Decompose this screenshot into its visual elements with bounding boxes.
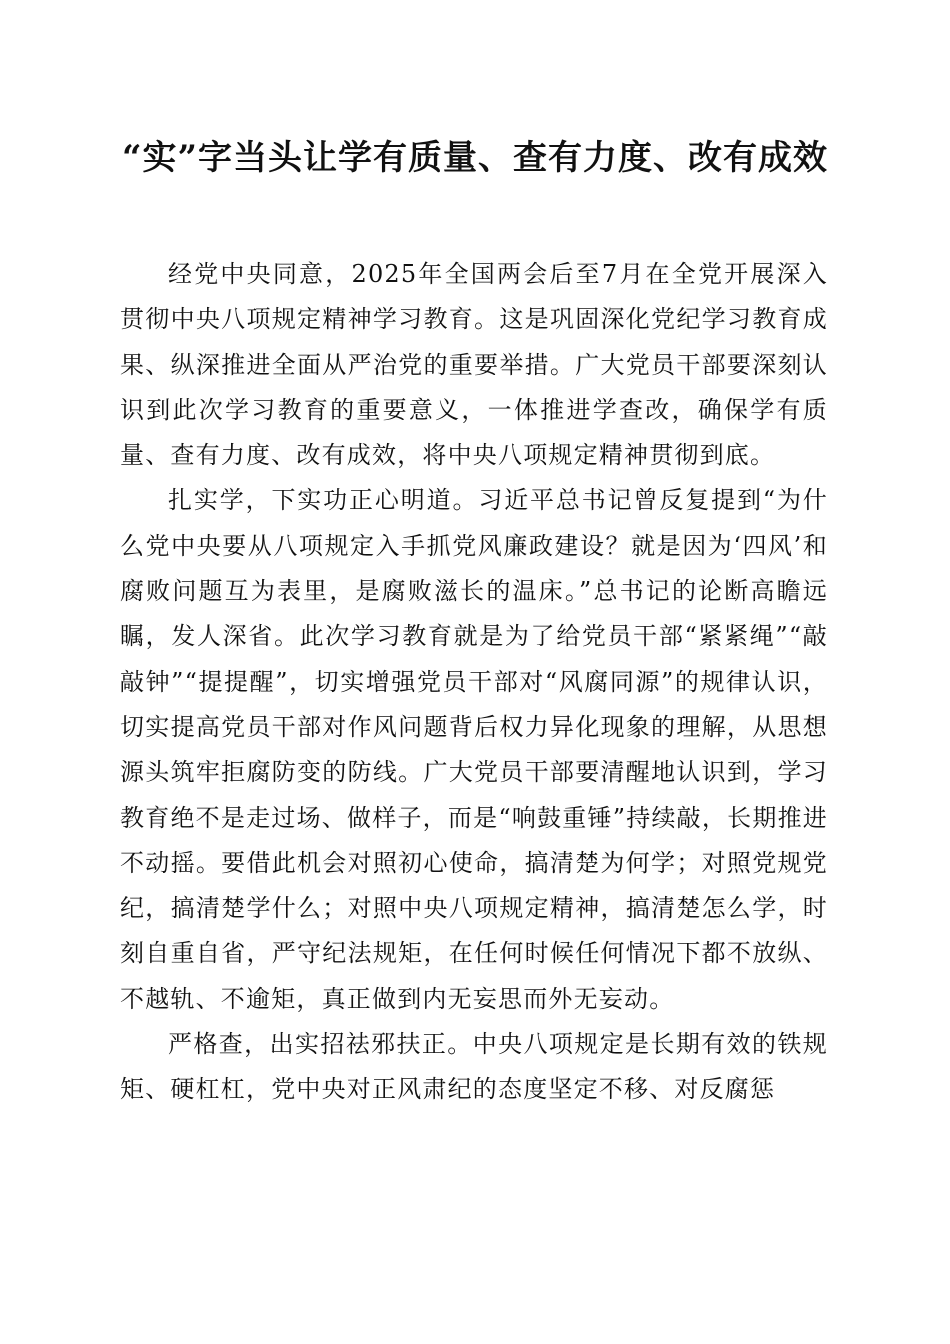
- document-title: “实”字当头让学有质量、查有力度、改有成效: [121, 138, 829, 178]
- paragraph-study: 扎实学，下实功正心明道。习近平总书记曾反复提到“为什么党中央要从八项规定入手抓党风廉政建设？就是因为‘四风’和腐败问题互为表里，是腐败滋长的温床。”总书记的论断高瞻远瞩，发人深省。此次学习教育就是为了给党员干部“紧紧绳”“敲敲钟”“提提醒”，切实增强党员干部对“风腐同源”的规律认识，切实提高党员干部对作风问题背后权力异化现象的理解，从思想源头筑牢拒腐防变的防线。广大党员干部要清醒地认识到，学习教育绝不是走过场、做样子，而是“响鼓重锤”持续敲，长期推进不动摇。要借此机会对照初心使命，搞清楚为何学；对照党规党纪，搞清楚学什么；对照中央八项规定精神，搞清楚怎么学，时刻自重自省，严守纪法规矩，在任何时候任何情况下都不放纵、不越轨、不逾矩，真正做到内无妄思而外无妄动。: [120, 486, 828, 1013]
- paragraph-intro: 经党中央同意，2025年全国两会后至7月在全党开展深入贯彻中央八项规定精神学习教育。这是巩固深化党纪学习教育成果、纵深推进全面从严治党的重要举措。广大党员干部要深刻认识到此次学习教育的重要意义，一体推进学查改，确保学有质量、查有力度、改有成效，将中央八项规定精神贯彻到底。: [120, 260, 828, 470]
- paragraph-inspect: 严格查，出实招祛邪扶正。中央八项规定是长期有效的铁规矩、硬杠杠，党中央对正风肃纪的态度坚定不移、对反腐惩: [120, 1030, 828, 1104]
- document-body: [120, 252, 828, 1113]
